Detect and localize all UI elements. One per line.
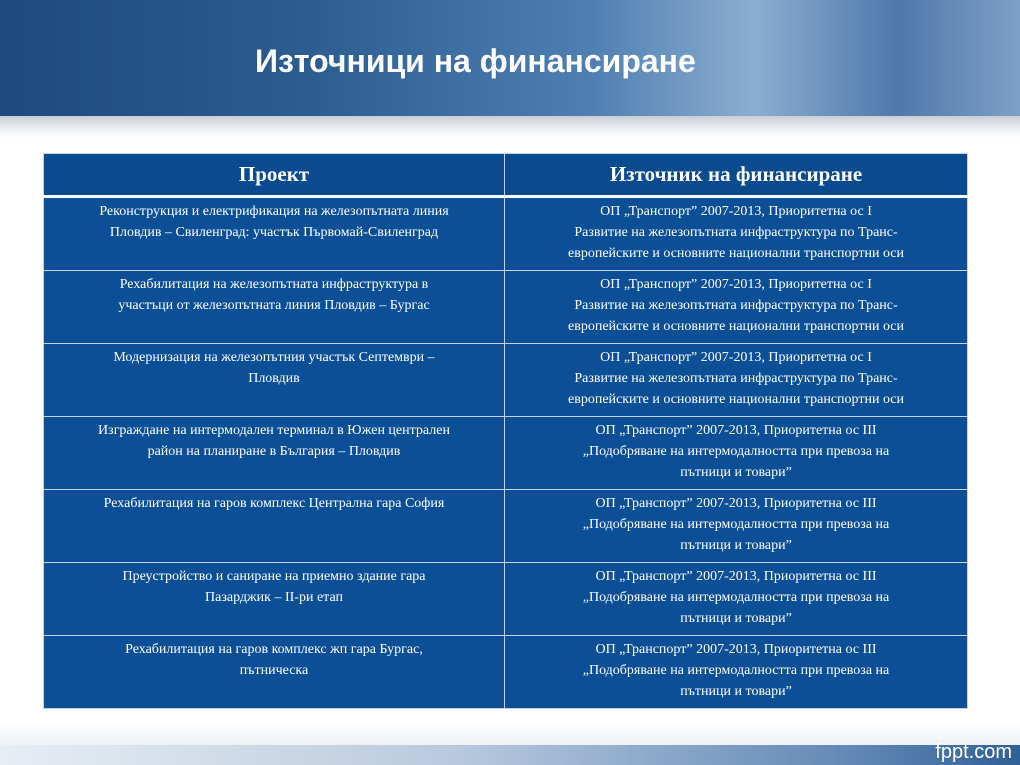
funding-source-cell — [505, 271, 968, 344]
funding-source-cell-line: ОП „Транспорт” 2007-2013, Приоритетна ос I — [600, 204, 872, 219]
funding-source-cell-line: ОП „Транспорт” 2007-2013, Приоритетна ос III — [595, 496, 877, 511]
project-cell — [44, 271, 505, 344]
project-cell-line: пътническа — [239, 663, 309, 678]
table-row — [44, 636, 968, 709]
table-row — [44, 417, 968, 490]
funding-source-cell-line: ОП „Транспорт” 2007-2013, Приоритетна ос I — [600, 350, 872, 365]
project-cell — [44, 490, 505, 563]
funding-source-cell-line: ОП „Транспорт” 2007-2013, Приоритетна ос III — [595, 642, 877, 657]
project-cell — [44, 563, 505, 636]
funding-source-cell-line: „Подобряване на интермодалността при превоза на — [582, 590, 890, 605]
funding-source-cell-line: европейските и основните национални транспортни оси — [568, 246, 904, 261]
project-cell-line: Пловдив — [248, 371, 300, 386]
table-row — [44, 563, 968, 636]
header-funding-source: Източник на финансиране — [505, 154, 968, 197]
funding-source-cell — [505, 417, 968, 490]
funding-source-cell-line: ОП „Транспорт” 2007-2013, Приоритетна ос III — [595, 423, 877, 438]
project-cell-line: Рехабилитация на железопътната инфраструктура в — [119, 277, 429, 292]
project-cell-line: Изграждане на интермодален терминал в Южен централен — [98, 423, 450, 438]
funding-source-cell-line: „Подобряване на интермодалността при превоза на — [582, 517, 890, 532]
funding-source-cell — [505, 636, 968, 709]
funding-source-cell — [505, 197, 968, 271]
funding-source-cell-line: Развитие на железопътната инфраструктура по Транс- — [574, 371, 898, 386]
funding-source-cell-line: Развитие на железопътната инфраструктура по Транс- — [574, 225, 898, 240]
funding-source-cell-line: европейските и основните национални транспортни оси — [568, 392, 904, 407]
footer-band — [0, 745, 1020, 765]
funding-source-cell — [505, 490, 968, 563]
header-shadow — [0, 116, 1020, 138]
funding-source-cell-line: Развитие на железопътната инфраструктура по Транс- — [574, 298, 898, 313]
project-cell-line: Пловдив – Свиленград: участък Първомай-Свиленград — [109, 225, 439, 240]
project-cell-line: Рехабилитация на гаров комплекс жп гара Бургас, — [125, 642, 423, 657]
project-cell — [44, 344, 505, 417]
slide-title: Източници на финансиране — [255, 43, 696, 79]
funding-source-cell — [505, 563, 968, 636]
project-cell — [44, 197, 505, 271]
funding-source-cell-line: пътници и товари” — [680, 538, 792, 553]
funding-source-cell-line: пътници и товари” — [680, 684, 792, 699]
table-row — [44, 490, 968, 563]
funding-source-cell-line: „Подобряване на интермодалността при превоза на — [582, 663, 890, 678]
funding-table — [43, 153, 968, 709]
project-cell-line: Пазарджик – II-ри етап — [205, 590, 343, 605]
project-cell-line: район на планиране в България – Пловдив — [147, 444, 401, 459]
table-header-row — [44, 154, 968, 197]
funding-source-cell-line: „Подобряване на интермодалността при превоза на — [582, 444, 890, 459]
project-cell-line: участъци от железопътната линия Пловдив – Бургас — [118, 298, 430, 313]
funding-source-cell-line: пътници и товари” — [680, 465, 792, 480]
funding-source-cell-line: ОП „Транспорт” 2007-2013, Приоритетна ос III — [595, 569, 877, 584]
brand-logo: fppt.com — [935, 741, 1012, 763]
header-project: Проект — [44, 154, 505, 197]
funding-source-cell-line: европейските и основните национални транспортни оси — [568, 319, 904, 334]
funding-source-cell — [505, 344, 968, 417]
table-body — [44, 197, 968, 709]
project-cell-line: Рехабилитация на гаров комплекс Централна гара София — [103, 496, 445, 511]
funding-table-container — [43, 153, 967, 709]
table-row — [44, 197, 968, 271]
table-row — [44, 271, 968, 344]
project-cell-line: Преустройство и саниране на приемно здание гара — [122, 569, 426, 584]
project-cell-line: Реконструкция и електрификация на железопътната линия — [99, 204, 449, 219]
footer-shadow — [0, 722, 1020, 745]
project-cell — [44, 417, 505, 490]
funding-source-cell-line: пътници и товари” — [680, 611, 792, 626]
funding-source-cell-line: ОП „Транспорт” 2007-2013, Приоритетна ос I — [600, 277, 872, 292]
project-cell — [44, 636, 505, 709]
project-cell-line: Модернизация на железопътния участък Септември – — [113, 350, 435, 365]
table-row — [44, 344, 968, 417]
